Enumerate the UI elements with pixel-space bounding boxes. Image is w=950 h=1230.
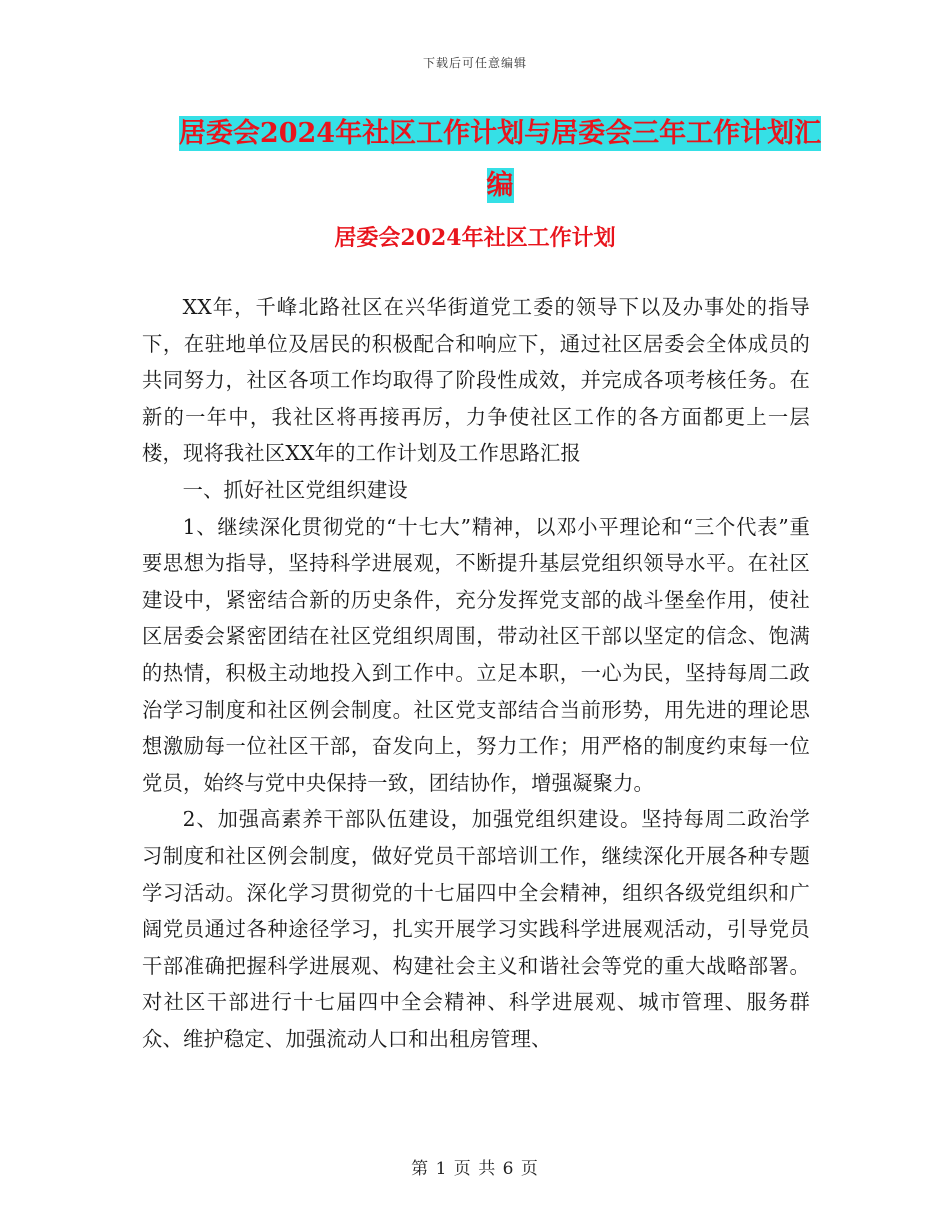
- document-title-line-1: 居委会2024年社区工作计划与居委会三年工作计划汇: [178, 118, 822, 149]
- paragraph-heading-1: 一、抓好社区党组织建设: [182, 477, 408, 502]
- document-title: [140, 108, 860, 212]
- page-number-footer: 第 1 页 共 6 页: [411, 1159, 539, 1179]
- paragraph-intro: XX年，千峰北路社区在兴华街道党工委的领导下以及办事处的指导下，在驻地单位及居民的积极配合和响应下，通过社区居委会全体成员的共同努力，社区各项工作均取得了阶段性成效，并完成各项考核任务。在新的一年中，我社区将再接再厉，力争使社区工作的各方面都更上一层楼，现将我社区XX年的工作计划及工作思路汇报: [142, 295, 810, 466]
- page-header-note: 下载后可任意编辑: [422, 56, 527, 70]
- paragraph-item-1: 1、继续深化贯彻党的“十七大”精神，以邓小平理论和“三个代表”重要思想为指导，坚持科学进展观，不断提升基层党组织领导水平。在社区建设中，紧密结合新的历史条件，充分发挥党支部的战斗堡垒作用，使社区居委会紧密团结在社区党组织周围，带动社区干部以坚定的信念、饱满的热情，积极主动地投入到工作中。立足本职，一心为民，坚持每周二政治学习制度和社区例会制度。社区党支部结合当前形势，用先进的理论思想激励每一位社区干部，奋发向上，努力工作；用严格的制度约束每一位党员，始终与党中央保持一致，团结协作，增强凝聚力。: [142, 514, 810, 795]
- document-title-line-2: 编: [486, 170, 514, 201]
- section-title: 居委会2024年社区工作计划: [334, 225, 616, 251]
- body-text: [142, 289, 810, 1057]
- paragraph-item-2: 2、加强高素养干部队伍建设，加强党组织建设。坚持每周二政治学习制度和社区例会制度，做好党员干部培训工作，继续深化开展各种专题学习活动。深化学习贯彻党的十七届四中全会精神，组织各级党组织和广阔党员通过各种途径学习，扎实开展学习实践科学进展观活动，引导党员干部准确把握科学进展观、构建社会主义和谐社会等党的重大战略部署。对社区干部进行十七届四中全会精神、科学进展观、城市管理、服务群众、维护稳定、加强流动人口和出租房管理、: [142, 807, 810, 1051]
